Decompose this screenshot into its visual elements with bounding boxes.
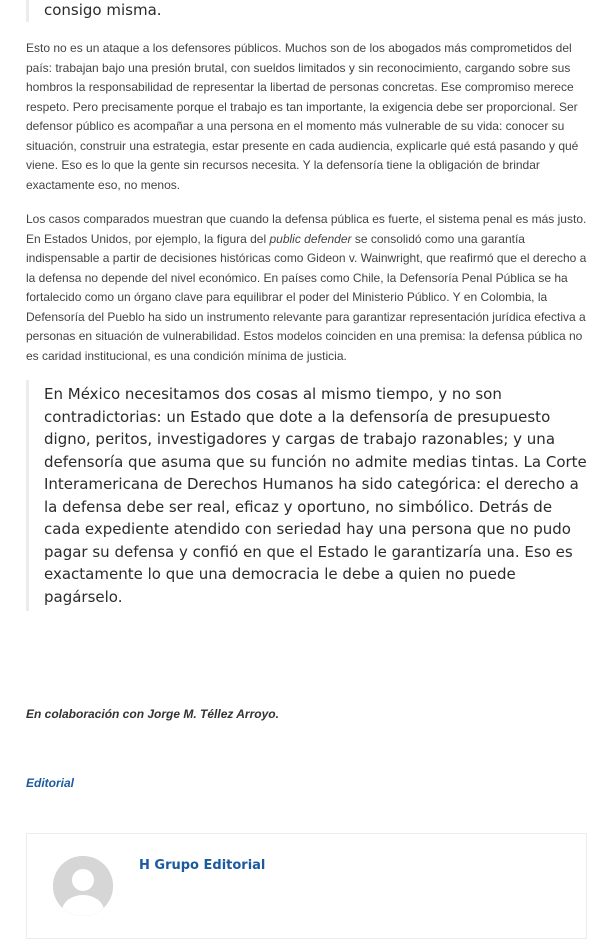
- collaboration-credit: En colaboración con Jorge M. Téllez Arroyo.: [26, 707, 279, 721]
- paragraph-casos-text-2: se consolidó como una garantía indispensable a partir de decisiones históricas como Gideon v. Wainwright, que reafirmó que el derecho a la defensa no depende del nivel económico. En países como Chile, la Defensoría Penal Pública se ha fortalecido como un órgano clave para equilibrar el poder del Ministerio Público. Y en Colombia, la Defensoría del Pueblo ha sido un instrumento relevante para garantizar representación jurídica efectiva a personas en situación de vulnerabilidad. Estos modelos coinciden en una premisa: la defensa pública no es caridad institucional, es una condición mínima de justicia.: [26, 231, 587, 363]
- author-name-link[interactable]: H Grupo Editorial: [139, 858, 266, 873]
- blockquote-top-text: consigo misma.: [44, 1, 162, 19]
- paragraph-defensores: Esto no es un ataque a los defensores públicos. Muchos son de los abogados más comprometidos del país: trabajan bajo una presión brutal, con sueldos limitados y sin reconocimiento, cargando sobre sus hombros la responsabilidad de representar la libertad de personas concretas. Ese compromiso merece respeto. Pero precisamente porque el trabajo es tan importante, la exigencia debe ser proporcional. Ser defensor público es acompañar a una persona en el momento más vulnerable de su vida: conocer su situación, construir una estrategia, estar presente en cada audiencia, explicarle qué está pasando y qué viene. Eso es lo que la gente sin recursos necesita. Y la defensoría tiene la obligación de brindar exactamente eso, no menos.: [26, 41, 579, 192]
- category-link-editorial[interactable]: Editorial: [26, 776, 75, 790]
- author-box: [26, 833, 587, 939]
- blockquote-mexico: [26, 380, 592, 611]
- blockquote-top: [26, 0, 592, 22]
- paragraph-casos-comparados: [26, 210, 592, 366]
- paragraph-casos-text-1: Los casos comparados muestran que cuando la defensa pública es fuerte, el sistema penal es más justo. En Estados Unidos, por ejemplo, la figura del: [26, 212, 587, 246]
- default-avatar-icon[interactable]: [53, 856, 113, 916]
- blockquote-mexico-text: En México necesitamos dos cosas al mismo tiempo, y no son contradictorias: un Estado que dote a la defensoría de presupuesto digno, peritos, investigadores y cargas de trabajo razonables; y una defensoría que asuma que su función no admite medias tintas. La Corte Interamericana de Derechos Humanos ha sido categórica: el derecho a la defensa debe ser real, eficaz y oportuno, no simbólico. Detrás de cada expediente atendido con seriedad hay una persona que no pudo pagar su defensa y confió en que el Estado le garantizaría una. Eso es exactamente lo que una democracia le debe a quien no puede pagárselo.: [44, 385, 587, 606]
- public-defender-term: public defender: [269, 231, 352, 246]
